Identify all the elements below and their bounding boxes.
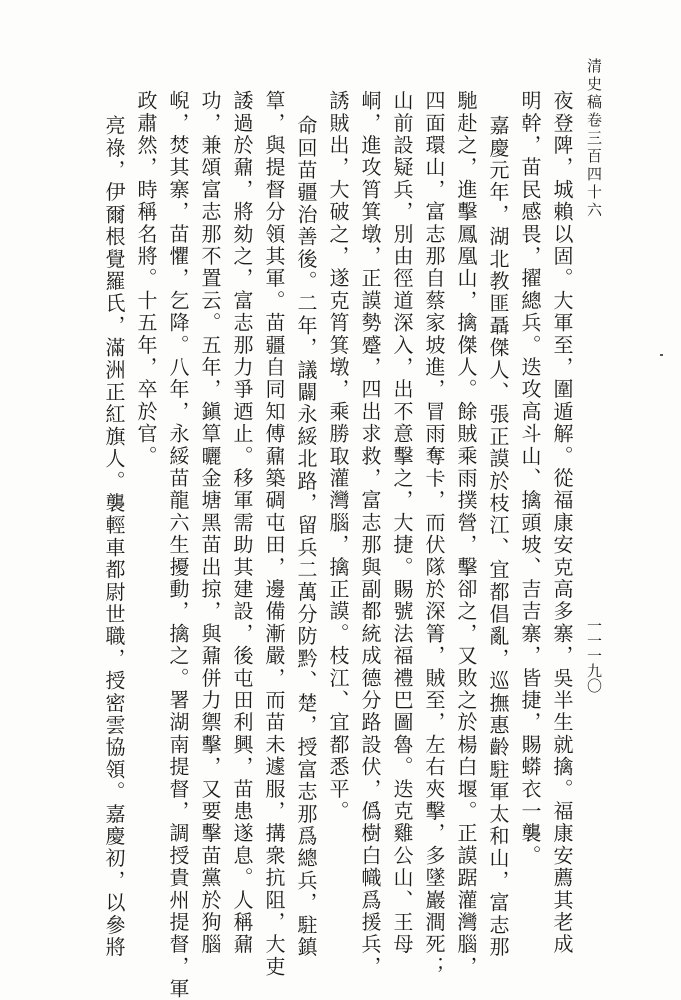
text-column: 馳赴之，進擊鳳凰山，擒傑人。餘賊乘雨撲營，擊卻之，又敗之於楊白堰。正謨踞灌灣腦， [454, 90, 478, 978]
text-column: 嘉慶元年，湖北教匪聶傑人、張正謨於枝江、宜都倡亂，巡撫惠齡駐軍太和山，富志那 [486, 115, 510, 959]
scan-speck [660, 354, 663, 356]
text-column: 夜登陴，城賴以固。大軍至，圍遁解。從福康安克高多寨，吳半生就擒。福康安薦其老成 [550, 90, 574, 956]
text-column: 峒，進攻筲箕墩，正謨勢蹙，四出求救，富志那與副都統成德分路設伏，僞樹白幟爲援兵， [358, 90, 382, 978]
text-column: 功，兼頌富志那不置云。五年，鎭筸曬金塘黑苗出掠，與鼐併力禦擊，又要擊苗黨於狗腦 [198, 90, 222, 956]
text-column: 亮祿，伊爾根覺羅氏，滿洲正紅旗人。襲輕車都尉世職，授密雲協領。嘉慶初，以參將 [102, 115, 126, 959]
text-column: 四面環山，富志那自蔡家坡進，冒雨奪卡，而伏隊於深箐，賊至，左右夾擊，多墜巖澗死； [422, 90, 446, 978]
text-column: 政肅然，時稱名將。十五年，卒於官。 [134, 90, 158, 468]
page-header-title: 清史稿卷三百四十六 [585, 58, 603, 220]
text-column: 山前設疑兵，別由徑道深入，出不意擊之，大捷。賜號法福禮巴圖魯。迭克雞公山、王母 [390, 90, 414, 956]
page-number: 一一一九〇 [585, 618, 603, 693]
text-column: 筸，與提督分領其軍。苗疆自同知傅鼐築碉屯田，邊備漸嚴，而苗未遽服，搆衆抗阻，大吏 [262, 90, 286, 978]
text-column: 諉過於鼐，將劾之，富志那力爭迺止。移軍需助其建設，後屯田利興，苗患遂息。人稱鼐 [230, 90, 254, 956]
text-column: 誘賊出，大破之，遂克筲箕墩，乘勝取灌灣腦，擒正謨。枝江、宜都悉平。 [326, 90, 350, 823]
text-column: 命回苗疆治善後。二年，議闢永綏北路，留兵二萬分防黔、楚，授富志那爲總兵，駐鎮 [294, 115, 318, 959]
text-column: 明幹，苗民感畏，擢總兵。迭攻高斗山、擒頭坡、吉吉寨，皆捷，賜蟒衣一襲。 [518, 90, 542, 867]
text-column: 𡸣，焚其寨，苗懼，乞降。八年，永綏苗龍六生擾動，擒之。署湖南提督，調授貴州提督，軍 [166, 90, 190, 1000]
